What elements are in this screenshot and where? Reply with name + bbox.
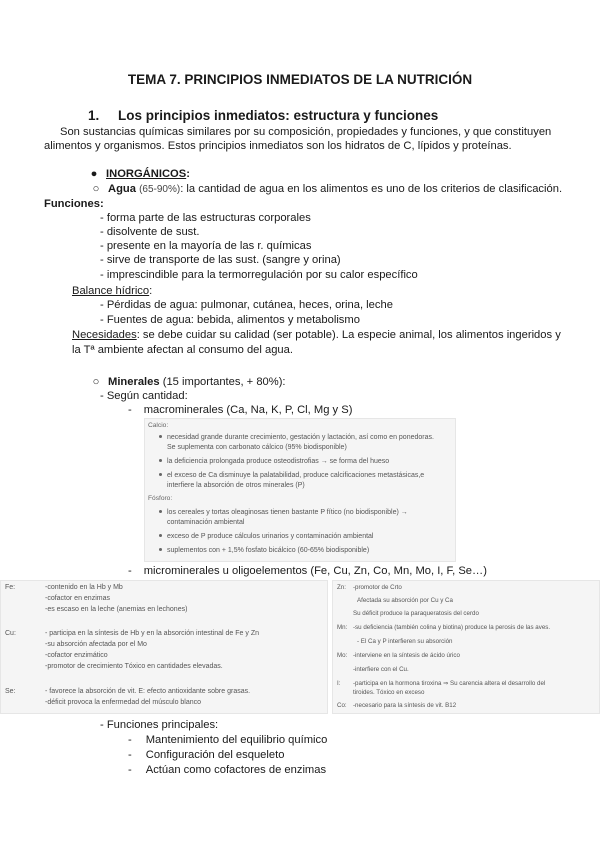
agua-pct: (65-90%) <box>139 184 181 195</box>
microminerales-right-panel <box>332 580 600 714</box>
calcio-item-3: el exceso de Ca disminuye la palatabilidad, produce calcificaciones metastásicas,e <box>159 471 424 481</box>
co-label: Co: <box>337 702 347 709</box>
se-label: Se: <box>5 688 16 695</box>
zn-line-3: Su déficit produce la paraqueratosis del cerdo <box>353 610 479 617</box>
necesidades-line-2: la Tª ambiente afectan al consumo del agua. <box>72 344 293 356</box>
calcio-item-3b: interfiere la absorción de otros minerales (P) <box>167 482 305 489</box>
agua-funcion-4: - sirve de transporte de las sust. (sangre y orina) <box>100 254 341 266</box>
funciones-principales-label: - Funciones principales: <box>100 719 219 731</box>
necesidades-text: : se debe cuidar su calidad (ser potable). La especie animal, los alimentos ingeridos y <box>136 329 561 341</box>
dash: - <box>128 404 132 416</box>
cu-line-3: -cofactor enzimático <box>45 652 108 659</box>
agua-funcion-3: - presente en la mayoría de las r. químicas <box>100 240 312 252</box>
zn-line-1: -promotor de Crto <box>353 584 402 591</box>
mo-line-2: -interfiere con el Cu. <box>353 666 409 673</box>
zn-line-2: Afectada su absorción por Cu y Ca <box>357 597 453 604</box>
cu-line-1: - participa en la síntesis de Hb y en la absorción intestinal de Fe y Zn <box>45 630 259 637</box>
mn-line-1: -su deficiencia (también colina y biotina) produce la perosis de las aves. <box>353 624 551 631</box>
agua-text: : la cantidad de agua en los alimentos es uno de los criterios de clasificación. <box>180 183 563 195</box>
co-line-1: -necesario para la síntesis de vit. B12 <box>353 702 457 709</box>
dash: - <box>128 565 132 577</box>
intro-line-1: Son sustancias químicas similares por su composición, propiedades y funciones, y que constituyen <box>60 126 552 138</box>
agua-line <box>84 182 562 197</box>
minerales-label: Minerales <box>108 376 160 388</box>
fosforo-item-1: los cereales y tortas oleaginosas tienen bastante P fítico (no biodisponible) → <box>159 508 408 518</box>
balance-colon: : <box>149 285 153 297</box>
microminerales-left-panel <box>0 580 328 714</box>
funcion-item-3: - Actúan como cofactores de enzimas <box>128 764 327 776</box>
necesidades-label: Necesidades <box>72 329 137 341</box>
segun-cantidad: - Según cantidad: <box>100 390 188 402</box>
fosforo-item-2: exceso de P produce cálculos urinarios y contaminación ambiental <box>159 532 374 542</box>
section-heading <box>88 108 438 123</box>
section-heading-text: Los principios inmediatos: estructura y funciones <box>118 108 439 123</box>
minerales-line <box>84 375 286 390</box>
cu-line-2: -su absorción afectada por el Mo <box>45 641 147 648</box>
fe-line-2: -cofactor en enzimas <box>45 595 110 602</box>
i-line-1: -participa en la hormona tiroxina ⇒ Su carencia altera el desarrollo del <box>353 680 546 687</box>
funcion-item-2: - Configuración del esqueleto <box>128 749 285 761</box>
i-label: I: <box>337 680 341 687</box>
fosforo-label: Fósforo: <box>148 495 173 502</box>
balance-item-1: - Pérdidas de agua: pulmonar, cutánea, heces, orina, leche <box>100 299 393 311</box>
funcion-item-1: - Mantenimiento del equilibrio químico <box>128 734 328 746</box>
minerales-detail: (15 importantes, + 80%): <box>159 376 286 388</box>
mo-label: Mo: <box>337 652 348 659</box>
fosforo-item-1b: contaminación ambiental <box>167 519 245 526</box>
zn-label: Zn: <box>337 584 346 591</box>
balance-heading <box>72 284 152 299</box>
agua-label: Agua <box>108 183 136 195</box>
page-title: TEMA 7. PRINCIPIOS INMEDIATOS DE LA NUTRICIÓN <box>127 72 473 87</box>
mo-line-1: -interviene en la síntesis de ácido úrico <box>353 652 460 659</box>
balance-label: Balance hídrico <box>72 285 150 297</box>
macrominerales-text: macrominerales (Ca, Na, K, P, Cl, Mg y S) <box>143 404 353 416</box>
fosforo-item-3: suplementos con + 1,5% fosfato bicálcico (60-65% biodisponible) <box>159 546 369 556</box>
inorganicos-heading <box>82 167 190 182</box>
inorganicos-label: INORGÁNICOS <box>106 168 187 180</box>
bullet-icon: ● <box>90 168 98 180</box>
intro-line-2: alimentos y organismos. Estos principios inmediatos son los hidratos de C, lípidos y proteínas. <box>44 140 512 152</box>
calcio-label: Calcio: <box>148 422 169 429</box>
se-line-1: - favorece la absorción de vit. E: efecto antioxidante sobre grasas. <box>45 688 251 695</box>
calcio-item-1: necesidad grande durante crecimiento, gestación y lactación, así como en ponedoras. <box>159 433 434 443</box>
macrominerales-line <box>128 403 352 418</box>
cu-line-4: -promotor de crecimiento Tóxico en cantidades elevadas. <box>45 663 223 670</box>
macrominerales-panel <box>144 418 456 562</box>
mn-label: Mn: <box>337 624 348 631</box>
fe-line-1: -contenido en la Hb y Mb <box>45 584 123 591</box>
balance-item-2: - Fuentes de agua: bebida, alimentos y metabolismo <box>100 314 360 326</box>
funciones-label: Funciones: <box>44 198 104 210</box>
agua-funcion-5: - imprescindible para la termorregulación por su calor específico <box>100 269 418 281</box>
calcio-item-2: la deficiencia prolongada produce osteodistrofias → se forma del hueso <box>159 457 389 467</box>
cu-label: Cu: <box>5 630 16 637</box>
microminerales-line <box>128 564 487 579</box>
i-line-2: tiroides. Tóxico en exceso <box>353 689 425 696</box>
agua-funcion-1: - forma parte de las estructuras corporales <box>100 212 311 224</box>
calcio-item-1b: Se suplementa con carbonato cálcico (95% biodisponible) <box>167 444 347 451</box>
agua-funcion-2: - disolvente de sust. <box>100 226 200 238</box>
mn-line-2: - El Ca y P interfieren su absorción <box>357 638 453 645</box>
fe-line-3: -es escaso en la leche (anemias en lechones) <box>45 606 188 613</box>
section-number: 1. <box>88 108 100 123</box>
se-line-2: -déficit provoca la enfermedad del músculo blanco <box>45 699 202 706</box>
circle-bullet-icon: ○ <box>92 376 100 388</box>
circle-bullet-icon: ○ <box>92 183 100 195</box>
microminerales-text: microminerales u oligoelementos (Fe, Cu, Zn, Co, Mn, Mo, I, F, Se…) <box>143 565 487 577</box>
fe-label: Fe: <box>5 584 16 591</box>
necesidades-line-1 <box>72 328 561 343</box>
inorganicos-colon: : <box>186 168 190 180</box>
